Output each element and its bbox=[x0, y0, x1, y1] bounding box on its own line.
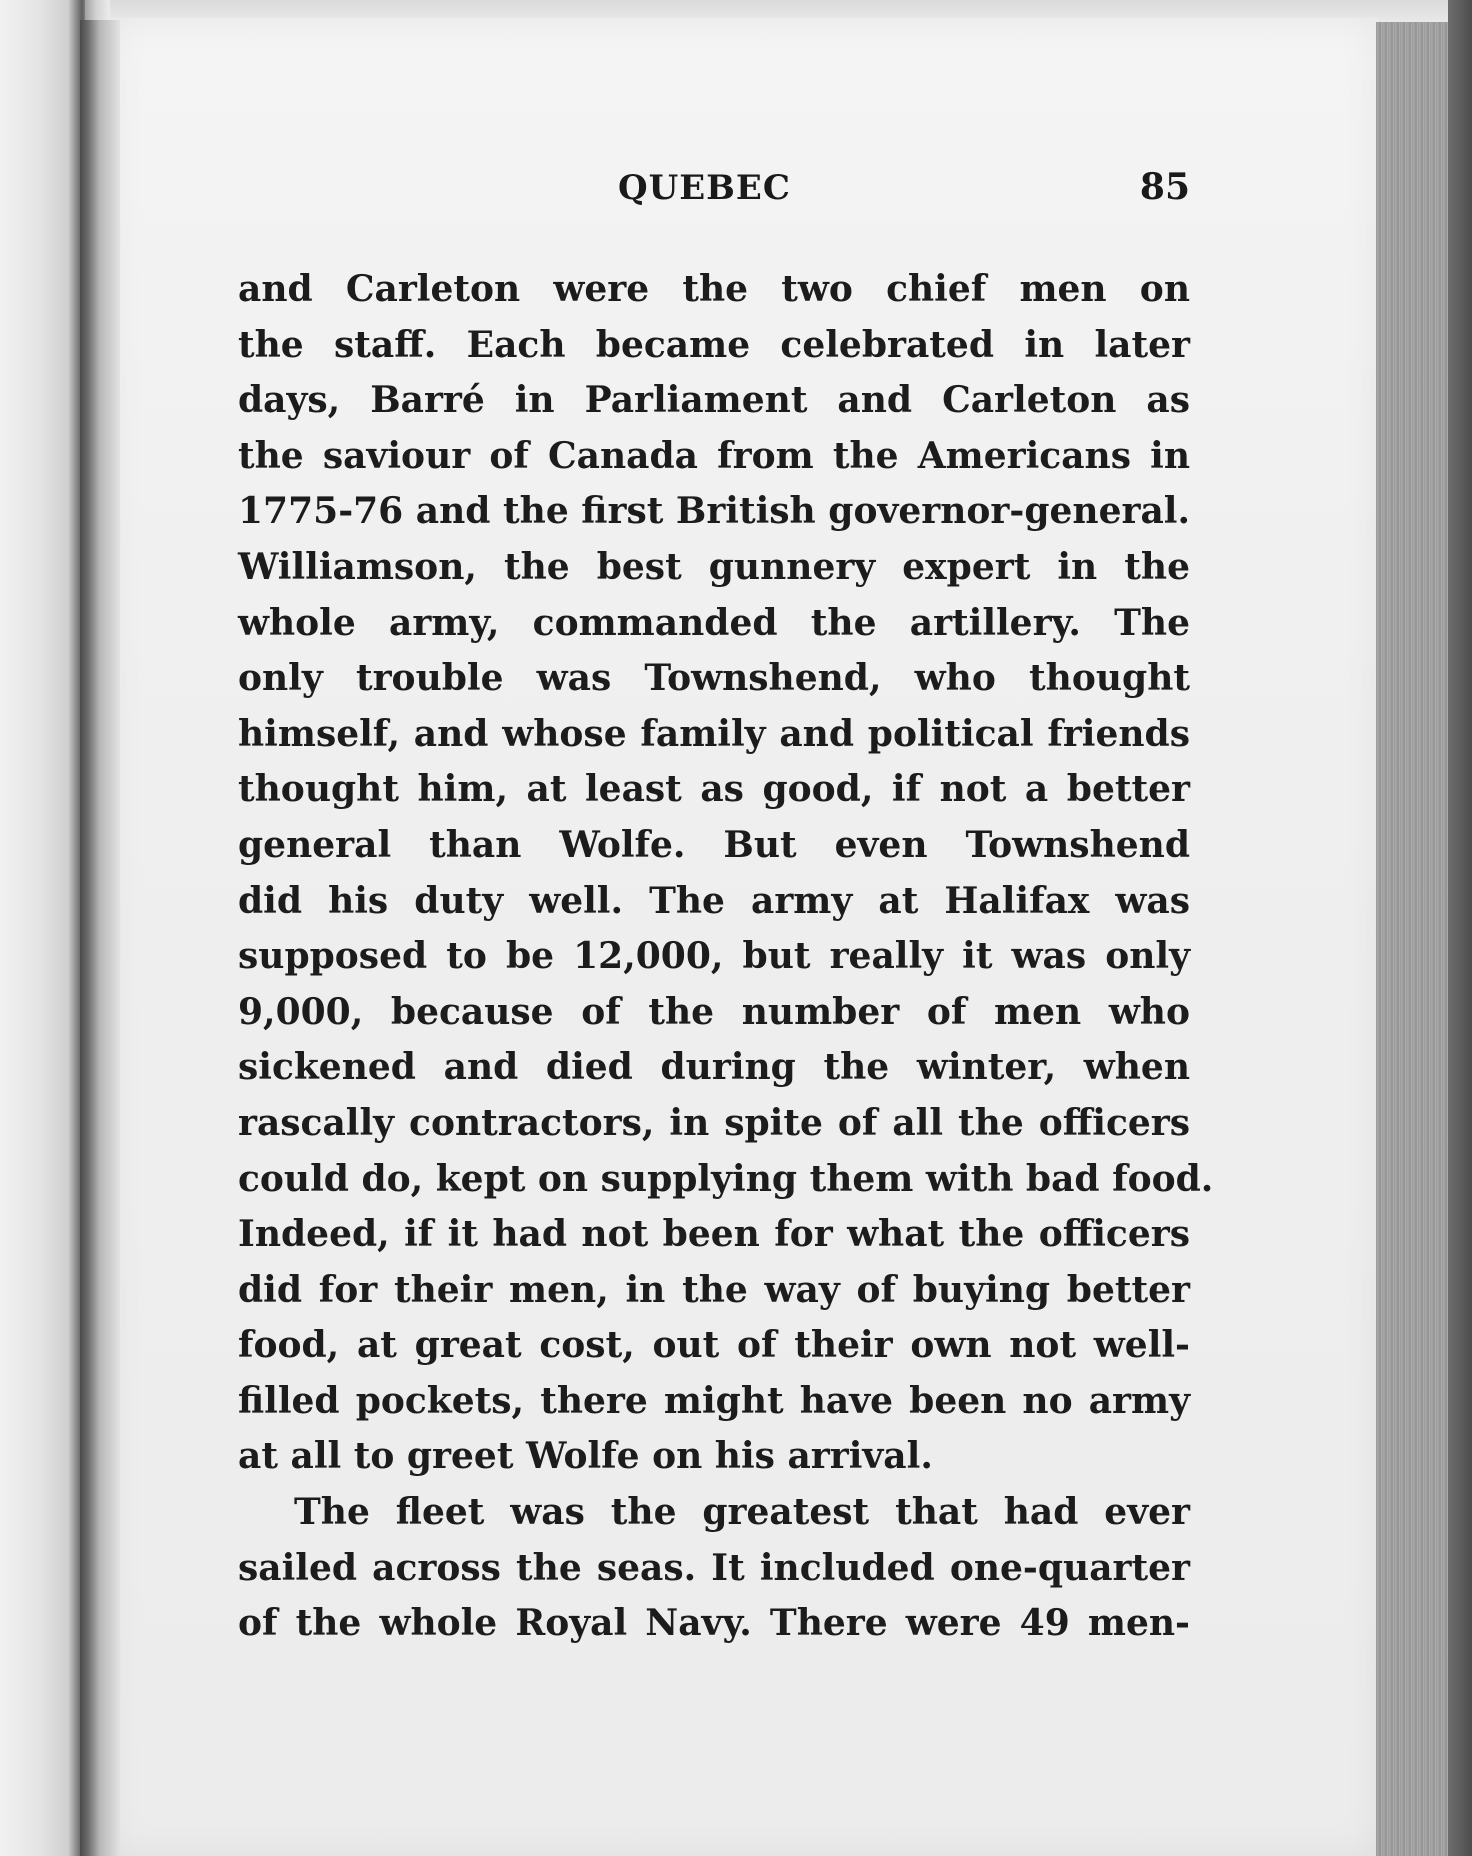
text-line: Williamson, the best gunnery expert in the bbox=[238, 545, 1190, 588]
text-line: days, Barré in Parliament and Carleton as bbox=[238, 379, 1190, 422]
text-line: at all to greet Wolfe on his arrival. bbox=[238, 1435, 933, 1478]
text-line: only trouble was Townshend, who thought bbox=[238, 657, 1190, 700]
text-line: himself, and whose family and political friends bbox=[238, 712, 1190, 755]
text-line: 9,000, because of the number of men who bbox=[238, 990, 1190, 1033]
paragraph-2 bbox=[238, 1485, 1190, 1652]
text-line: the saviour of Canada from the Americans in bbox=[238, 434, 1190, 477]
text-line: thought him, at least as good, if not a better bbox=[238, 768, 1190, 811]
page-header bbox=[240, 168, 1190, 228]
page-number: 85 bbox=[1139, 166, 1190, 208]
text-line: rascally contractors, in spite of all the officers bbox=[238, 1101, 1190, 1144]
text-line: supposed to be 12,000, but really it was only bbox=[238, 935, 1190, 978]
text-line: Indeed, if it had not been for what the officers bbox=[238, 1213, 1190, 1256]
text-line: could do, kept on supplying them with bad food. bbox=[238, 1157, 1214, 1200]
text-line: 1775-76 and the first British governor-general. bbox=[238, 490, 1190, 533]
text-line: did his duty well. The army at Halifax was bbox=[238, 879, 1190, 922]
text-line: of the whole Royal Navy. There were 49 men- bbox=[238, 1602, 1190, 1645]
text-line: general than Wolfe. But even Townshend bbox=[238, 823, 1190, 866]
text-line: filled pockets, there might have been no army bbox=[238, 1379, 1190, 1422]
text-line: whole army, commanded the artillery. The bbox=[238, 601, 1190, 644]
paragraph-1 bbox=[238, 262, 1214, 1485]
text-line: sickened and died during the winter, when bbox=[238, 1046, 1190, 1089]
facing-page-edge bbox=[0, 0, 85, 1856]
text-line: sailed across the seas. It included one-quarter bbox=[238, 1546, 1190, 1589]
text-line: food, at great cost, out of their own not well- bbox=[238, 1324, 1190, 1367]
body-text bbox=[238, 262, 1214, 1652]
text-line: The fleet was the greatest that had ever bbox=[294, 1491, 1190, 1534]
text-line: and Carleton were the two chief men on bbox=[238, 268, 1190, 310]
running-title: QUEBEC bbox=[618, 168, 791, 208]
text-line: did for their men, in the way of buying better bbox=[238, 1268, 1190, 1311]
fore-edge-shadow bbox=[1448, 0, 1472, 1856]
text-line: the staff. Each became celebrated in later bbox=[238, 323, 1190, 366]
book-gutter bbox=[80, 20, 120, 1856]
